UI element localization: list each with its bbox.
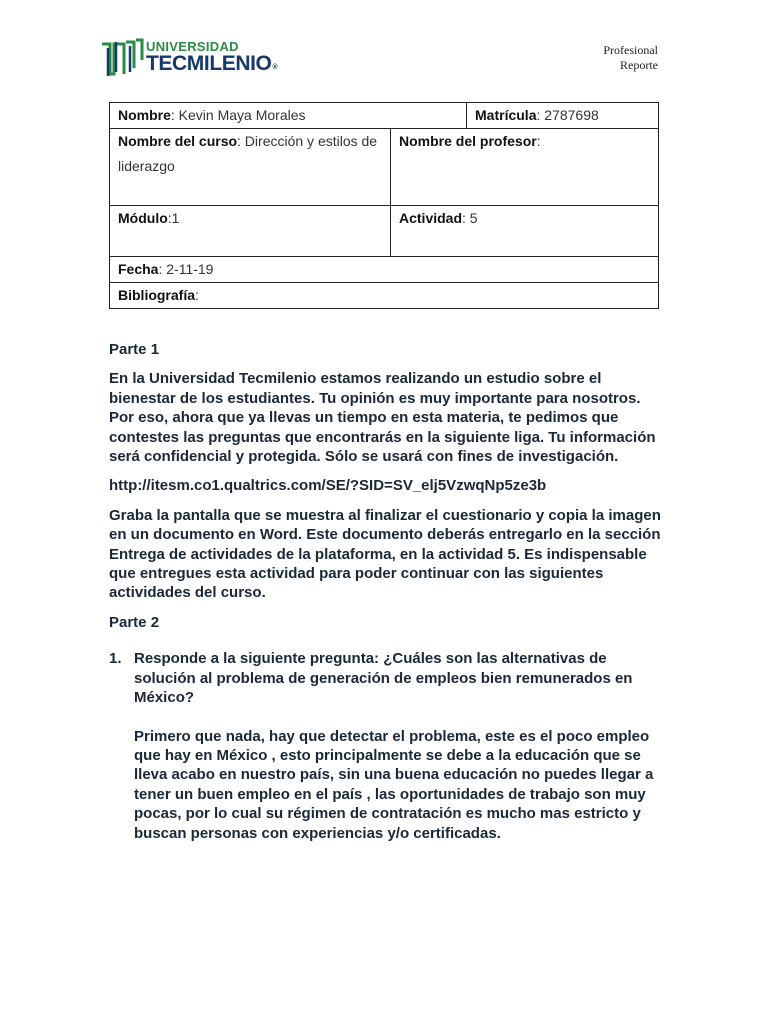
survey-link[interactable]: http://itesm.co1.qualtrics.com/SE/?SID=SV_elj5VzwqNp5ze3b: [109, 477, 547, 495]
registered-mark: ®: [272, 64, 278, 71]
logo-text-universidad: UNIVERSIDAD: [146, 39, 239, 54]
answer-text: Primero que nada, hay que detectar el problema, este es el poco empleo que hay en México , esto principalmente se debe a la educación que se lleva acabo en nuestro país, sin una buena educación no puedes llegar a tener un buen empleo en el país , las oportunidades de trabajo son muy pocas, por lo cual su régimen de contratación es mucho mas estricto y buscan personas con experiencias y/o certificadas.: [134, 727, 654, 842]
parte1-instructions-paragraph: Graba la pantalla que se muestra al finalizar el cuestionario y copia la imagen en un documento en Word. Este documento deberás entregarlo en la sección Entrega de actividades de la plataforma, en la actividad 5. Es indispensable que entregues esta actividad para poder continuar con las siguientes actividades del curso.: [109, 506, 661, 602]
fecha-cell: Fecha: 2-11-19: [110, 257, 659, 283]
document-body: [109, 340, 664, 843]
actividad-cell: Actividad: 5: [391, 206, 659, 257]
university-logo: [100, 38, 300, 80]
doc-type-line2: Reporte: [620, 58, 658, 72]
student-info-table: [109, 102, 659, 309]
question-list: [109, 649, 664, 843]
matricula-cell: Matrícula: 2787698: [467, 103, 659, 129]
tecmilenio-mark-icon: [100, 38, 144, 78]
parte2-heading: Parte 2: [109, 613, 160, 631]
logo-text-tecmilenio: TECMILENIO®: [146, 52, 278, 75]
curso-cell: Nombre del curso: Dirección y estilos de liderazgo: [110, 129, 391, 206]
question-number: 1.: [109, 650, 122, 668]
question-text: Responde a la siguiente pregunta: ¿Cuáles son las alternativas de solución al problema de generación de empleos bien remunerados en México?: [134, 650, 633, 707]
bibliografia-cell: Bibliografía:: [110, 283, 659, 309]
parte1-intro-paragraph: En la Universidad Tecmilenio estamos realizando un estudio sobre el bienestar de los estudiantes. Tu opinión es muy importante para nosotros. Por eso, ahora que ya llevas un tiempo en esta materia, te pedimos que contestes las preguntas que encontrarás en la siguiente liga. Tu información será confidencial y protegida. Sólo se usará con fines de investigación.: [109, 370, 656, 466]
doc-type-line1: Profesional: [603, 43, 658, 57]
profesor-cell: Nombre del profesor:: [391, 129, 659, 206]
document-type: [603, 43, 658, 73]
modulo-cell: Módulo:1: [110, 206, 391, 257]
parte1-heading: Parte 1: [109, 341, 160, 358]
nombre-cell: Nombre: Kevin Maya Morales: [110, 103, 467, 129]
list-item: [109, 649, 664, 843]
